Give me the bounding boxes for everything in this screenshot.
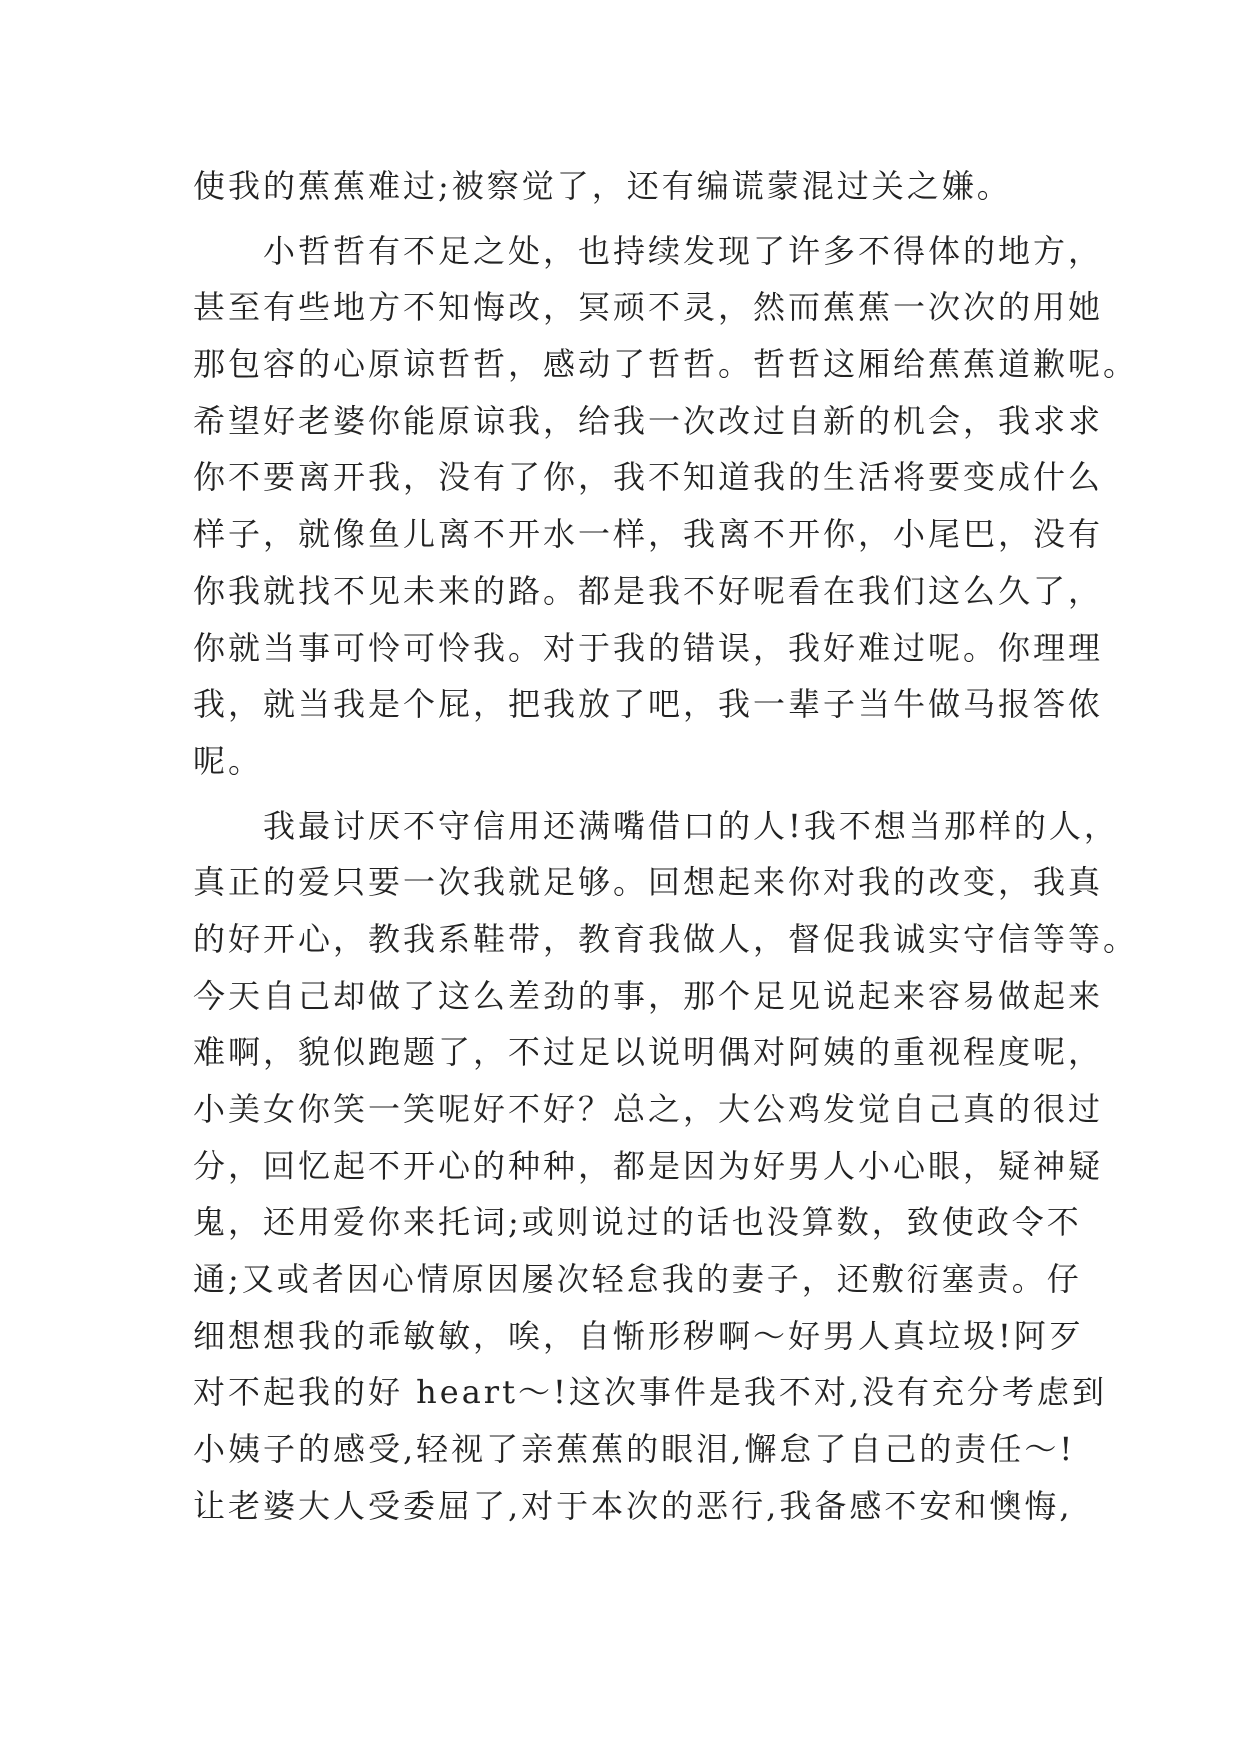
text-line: 难啊，貌似跑题了，不过足以说明偶对阿姨的重视程度呢， [193,1033,1104,1072]
paragraph [193,798,1139,1535]
text-line: 样子，就像鱼儿离不开水一样，我离不开你，小尾巴，没有 [193,515,1104,554]
text-line: 小美女你笑一笑呢好不好？总之，大公鸡发觉自己真的很过 [193,1090,1104,1128]
text-line: 甚至有些地方不知悔改，冥顽不灵，然而蕉蕉一次次的用她 [193,288,1104,327]
text-line: 我最讨厌不守信用还满嘴借口的人!我不想当那样的人， [193,806,1119,845]
paragraph [193,158,1093,215]
text-line: 呢。 [193,741,264,780]
text-line: 使我的蕉蕉难过;被察觉了，还有编谎蒙混过关之嫌。 [193,167,1012,205]
text-line: 你不要离开我，没有了你，我不知道我的生活将要变成什么 [193,458,1104,497]
text-line: 你我就找不见未来的路。都是我不好呢看在我们这么久了， [193,571,1104,610]
text-line: 对不起我的好 heart～!这次事件是我不对,没有充分考虑到 [193,1373,1107,1412]
text-line: 让老婆大人受委屈了,对于本次的恶行,我备感不安和懊悔, [193,1486,1073,1525]
text-line: 小哲哲有不足之处，也持续发现了许多不得体的地方， [193,231,1104,270]
text-line: 分，回忆起不开心的种种，都是因为好男人小心眼，疑神疑 [193,1146,1104,1185]
paragraph-gap [193,790,1093,798]
paragraph-gap [193,215,1093,223]
text-line: 小姨子的感受,轻视了亲蕉蕉的眼泪,懈怠了自己的责任～! [193,1430,1076,1469]
text-line: 我，就当我是个屁，把我放了吧，我一辈子当牛做马报答侬 [193,685,1104,724]
text-line: 细想想我的乖敏敏，唉，自惭形秽啊～好男人真垃圾!阿歹 [193,1316,1084,1355]
paragraph [193,223,1139,790]
text-line: 那包容的心原谅哲哲，感动了哲哲。哲哲这厢给蕉蕉道歉呢。 [193,345,1139,384]
text-line: 的好开心，教我系鞋带，教育我做人，督促我诚实守信等等。 [193,919,1139,958]
text-line: 通;又或者因心情原因屡次轻怠我的妻子，还敷衍塞责。仔 [193,1260,1082,1299]
body-text [193,158,1139,1535]
text-line: 今天自己却做了这么差劲的事，那个足见说起来容易做起来 [193,976,1104,1015]
text-line: 鬼，还用爱你来托词;或则说过的话也没算数，致使政令不 [193,1203,1082,1242]
text-line: 你就当事可怜可怜我。对于我的错误，我好难过呢。你理理 [193,628,1104,667]
text-line: 真正的爱只要一次我就足够。回想起来你对我的改变，我真 [193,863,1104,902]
text-line: 希望好老婆你能原谅我，给我一次改过自新的机会，我求求 [193,401,1104,440]
